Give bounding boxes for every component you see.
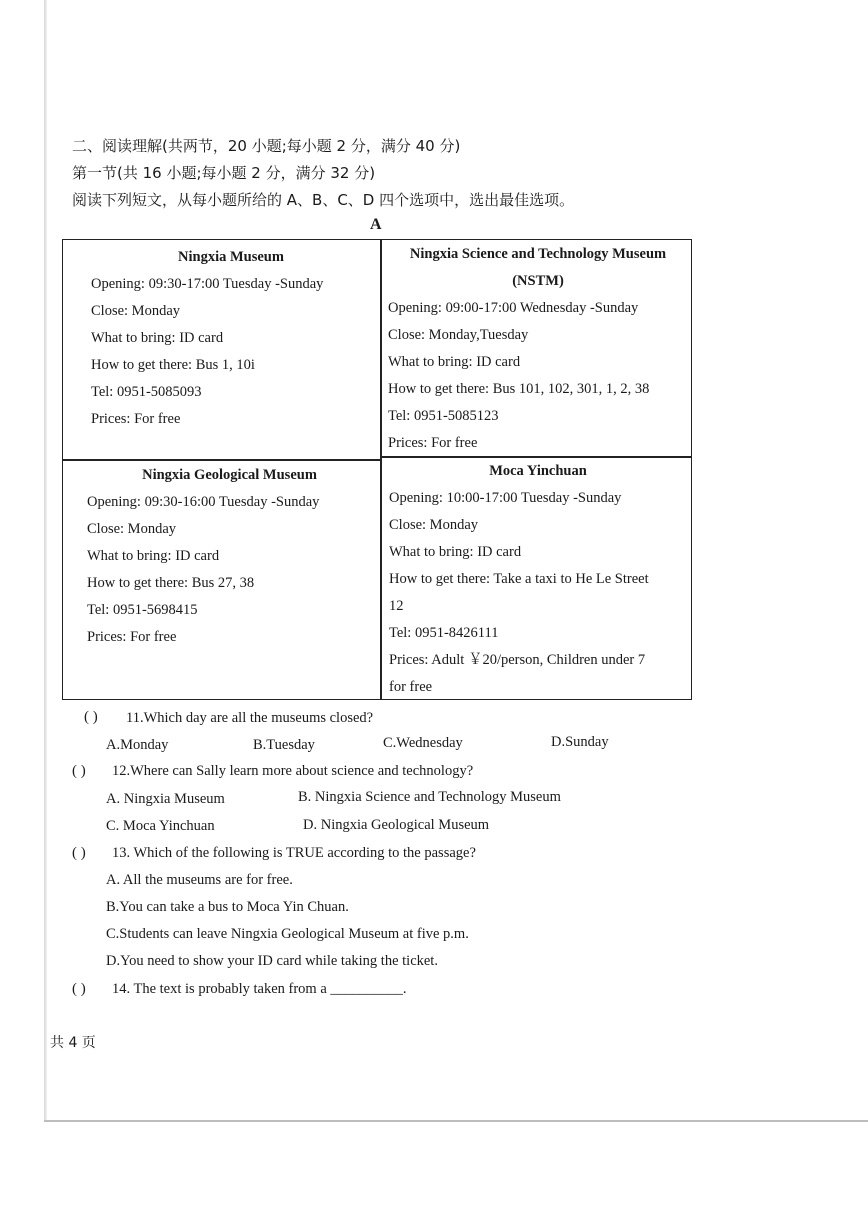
option-a: A.Monday (106, 737, 169, 753)
option-b: B.Tuesday (253, 737, 315, 753)
museum-opening: Opening: 09:00-17:00 Wednesday -Sunday (388, 300, 639, 316)
question-12: 12.Where can Sally learn more about science and technology? (112, 763, 474, 779)
option-b: B. Ningxia Science and Technology Museum (298, 789, 561, 805)
museum-opening: Opening: 09:30-17:00 Tuesday -Sunday (91, 276, 324, 292)
museum-transport: How to get there: Take a taxi to He Le Street (389, 571, 649, 587)
museum-transport: How to get there: Bus 1, 10i (91, 357, 255, 373)
museum-cell-ningxia-museum (91, 244, 371, 433)
option-b: B.You can take a bus to Moca Yin Chuan. (106, 899, 349, 915)
museum-close: Close: Monday,Tuesday (388, 327, 529, 343)
passage-label: A (370, 216, 382, 233)
museum-cell-nstm (388, 241, 688, 457)
museum-bring: What to bring: ID card (87, 548, 220, 564)
museum-prices: Prices: Adult ￥20/person, Children under 7 (389, 652, 646, 668)
answer-blank[interactable]: ( ) (72, 981, 86, 997)
museum-prices: Prices: For free (388, 435, 478, 451)
museum-close: Close: Monday (91, 303, 181, 319)
museum-tel: Tel: 0951-5085123 (388, 408, 499, 424)
option-d: D.You need to show your ID card while taking the ticket. (106, 953, 438, 969)
museum-opening: Opening: 10:00-17:00 Tuesday -Sunday (389, 490, 622, 506)
museum-tel: Tel: 0951-5698415 (87, 602, 198, 618)
option-c: C. Moca Yinchuan (106, 818, 215, 834)
option-d: D. Ningxia Geological Museum (303, 817, 490, 833)
page-count: 共 4 页 (50, 1035, 96, 1051)
instructions: 阅读下列短文，从每小题所给的 A、B、C、D 四个选项中，选出最佳选项。 (72, 191, 575, 209)
museum-bring: What to bring: ID card (389, 544, 522, 560)
museum-name: Ningxia Geological Museum (142, 467, 317, 483)
museum-close: Close: Monday (87, 521, 177, 537)
museum-bring: What to bring: ID card (91, 330, 224, 346)
section-title: 二、阅读理解(共两节，20 小题;每小题 2 分，满分 40 分) (72, 137, 461, 155)
option-d: D.Sunday (551, 734, 609, 750)
museum-name: Moca Yinchuan (489, 463, 587, 479)
table-divider-horizontal-left (63, 459, 381, 461)
museum-close: Close: Monday (389, 517, 479, 533)
museum-name: Ningxia Museum (178, 249, 284, 265)
question-14: 14. The text is probably taken from a __________. (112, 981, 407, 997)
scan-edge (44, 0, 47, 1122)
part-title: 第一节(共 16 小题;每小题 2 分，满分 32 分) (72, 164, 376, 182)
scan-edge-bottom (44, 1120, 868, 1122)
museum-table (62, 239, 692, 700)
question-13: 13. Which of the following is TRUE according to the passage? (112, 845, 476, 861)
table-divider-vertical (380, 240, 382, 699)
museum-prices-cont: for free (389, 679, 433, 695)
museum-tel: Tel: 0951-5085093 (91, 384, 202, 400)
museum-opening: Opening: 09:30-16:00 Tuesday -Sunday (87, 494, 320, 510)
option-c: C.Wednesday (383, 735, 463, 751)
museum-transport: How to get there: Bus 101, 102, 301, 1, 2, 38 (388, 381, 650, 397)
question-11: 11.Which day are all the museums closed? (126, 710, 374, 726)
museum-name-abbrev: (NSTM) (512, 273, 564, 289)
option-c: C.Students can leave Ningxia Geological Museum at five p.m. (106, 926, 469, 942)
answer-blank[interactable]: ( ) (72, 763, 86, 779)
museum-bring: What to bring: ID card (388, 354, 521, 370)
museum-cell-moca (389, 458, 687, 701)
museum-prices: Prices: For free (87, 629, 177, 645)
museum-tel: Tel: 0951-8426111 (389, 625, 499, 641)
answer-blank[interactable]: ( ) (72, 845, 86, 861)
museum-cell-geological (87, 462, 372, 651)
museum-transport-cont: 12 (389, 598, 404, 614)
answer-blank[interactable]: ( ) (84, 709, 98, 725)
museum-prices: Prices: For free (91, 411, 181, 427)
museum-name: Ningxia Science and Technology Museum (409, 246, 667, 262)
museum-transport: How to get there: Bus 27, 38 (87, 575, 255, 591)
option-a: A. All the museums are for free. (106, 872, 293, 888)
option-a: A. Ningxia Museum (106, 791, 225, 807)
